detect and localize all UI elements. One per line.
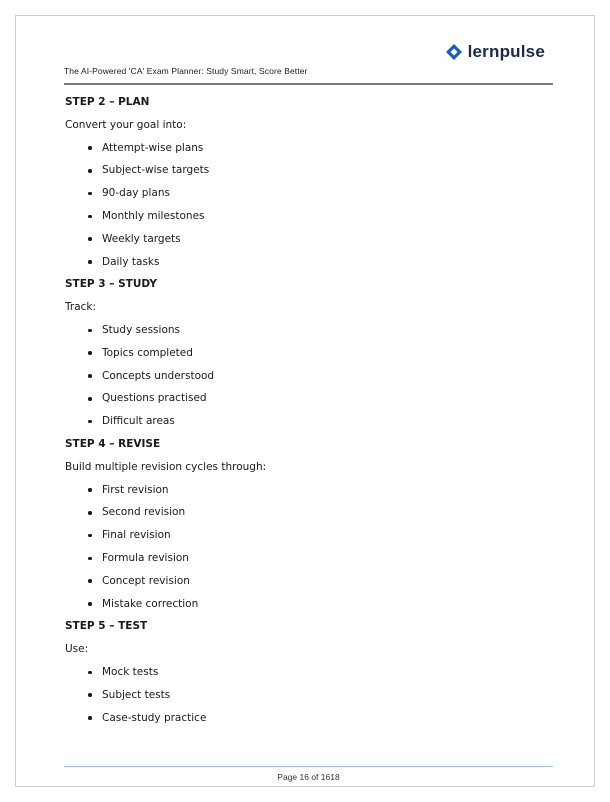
section-heading: STEP 5 – TEST bbox=[65, 620, 148, 633]
section-heading: STEP 3 – STUDY bbox=[65, 278, 157, 291]
list-item: Attempt-wise plans bbox=[65, 137, 545, 160]
header-divider bbox=[64, 83, 553, 85]
bullet-list bbox=[65, 661, 545, 729]
footer-divider bbox=[64, 766, 553, 767]
list-item: Final revision bbox=[65, 524, 545, 547]
page-header bbox=[64, 38, 553, 84]
page-number: Page 16 of 1618 bbox=[277, 772, 340, 782]
list-item: Monthly milestones bbox=[65, 205, 545, 228]
page-content bbox=[65, 91, 545, 729]
brand-logo bbox=[446, 42, 545, 62]
section-step-4 bbox=[65, 433, 545, 615]
bullet-list bbox=[65, 319, 545, 433]
section-intro: Use: bbox=[65, 643, 89, 656]
section-intro: Build multiple revision cycles through: bbox=[65, 460, 267, 473]
list-item: Mock tests bbox=[65, 661, 545, 684]
list-item: Subject-wise targets bbox=[65, 159, 545, 182]
list-item: Subject tests bbox=[65, 684, 545, 707]
section-step-3 bbox=[65, 273, 545, 433]
section-heading: STEP 2 – PLAN bbox=[65, 96, 150, 108]
diamond-icon bbox=[446, 44, 462, 60]
bullet-list bbox=[65, 137, 545, 274]
list-item: Study sessions bbox=[65, 319, 545, 342]
list-item: Concept revision bbox=[65, 570, 545, 593]
list-item: Difficult areas bbox=[65, 410, 545, 433]
list-item: Second revision bbox=[65, 501, 545, 524]
section-heading: STEP 4 – REVISE bbox=[65, 437, 161, 450]
list-item: Mistake correction bbox=[65, 593, 545, 616]
section-step-5 bbox=[65, 615, 545, 729]
list-item: Weekly targets bbox=[65, 228, 545, 251]
list-item: Daily tasks bbox=[65, 251, 545, 274]
header-title: The AI-Powered 'CA' Exam Planner: Study Smart, Score Better bbox=[64, 66, 308, 76]
section-step-2 bbox=[65, 91, 545, 273]
brand-name: lernpulse bbox=[467, 42, 545, 61]
list-item: Formula revision bbox=[65, 547, 545, 570]
section-intro: Convert your goal into: bbox=[65, 118, 187, 131]
list-item: Case-study practice bbox=[65, 707, 545, 730]
bullet-list bbox=[65, 479, 545, 616]
list-item: Concepts understood bbox=[65, 365, 545, 388]
list-item: 90-day plans bbox=[65, 182, 545, 205]
list-item: First revision bbox=[65, 479, 545, 502]
document-page bbox=[15, 15, 595, 787]
list-item: Topics completed bbox=[65, 342, 545, 365]
list-item: Questions practised bbox=[65, 387, 545, 410]
section-intro: Track: bbox=[65, 301, 97, 314]
